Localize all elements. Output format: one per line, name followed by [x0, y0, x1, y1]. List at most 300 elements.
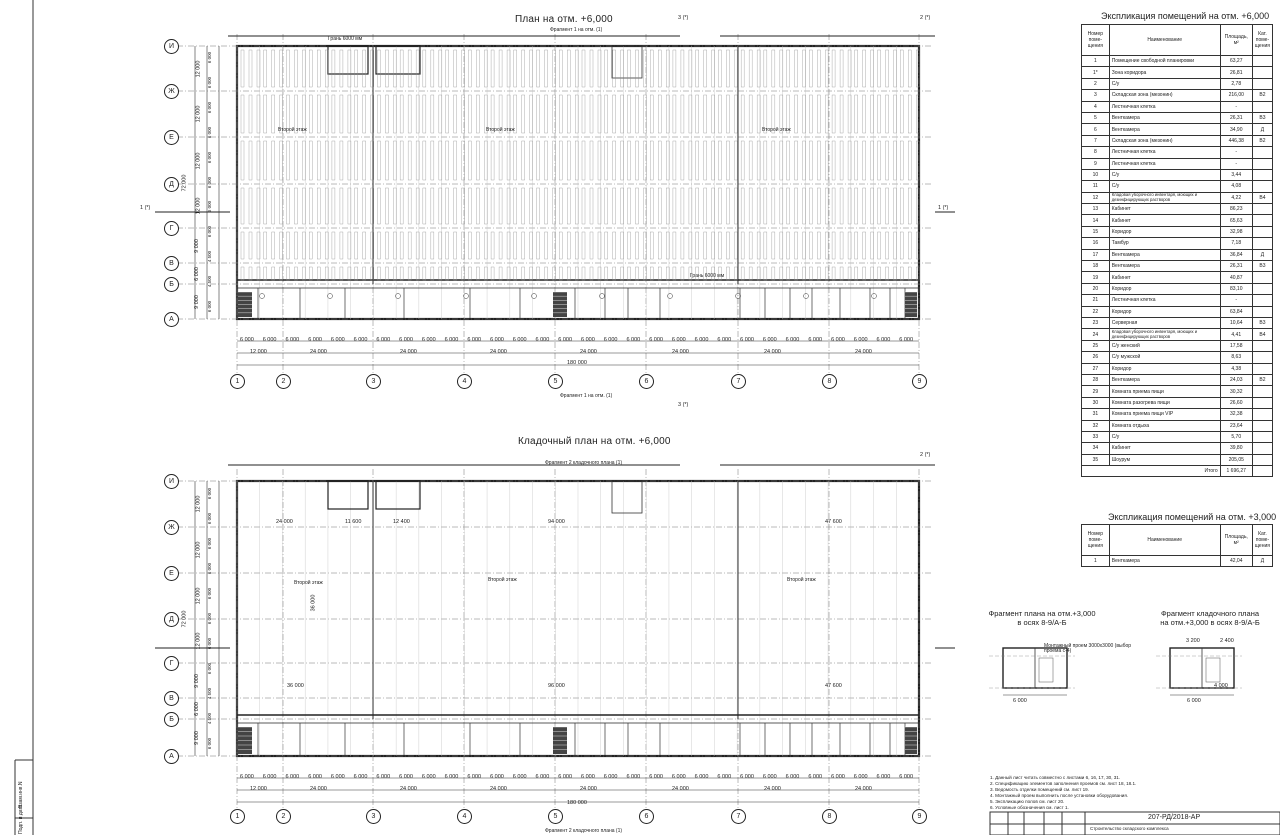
frag-2-title-line-1: Фрагмент кладочного плана [1160, 609, 1260, 618]
expl-6-cell-area: 26,81 [1220, 67, 1252, 78]
expl-6-cell-cat [1252, 409, 1272, 420]
plan-2-total-dim: 180 000 [567, 800, 587, 806]
expl-6-cell-cat [1252, 67, 1272, 78]
expl-6-cell-num: 8 [1082, 147, 1110, 158]
column-fine-dim: 6 000 [808, 774, 823, 780]
column-fine-dim: 6 000 [785, 774, 800, 780]
note-3: 3. Ведомость отделки помещений см. лист 19. [990, 787, 1089, 792]
expl-6-cell-name: Тамбур [1109, 238, 1220, 249]
expl-6-cell-num: 9 [1082, 158, 1110, 169]
expl-6-cell-name: Помещение свободной планировки [1109, 56, 1220, 67]
expl-6-cell-num: 32 [1082, 420, 1110, 431]
expl-6-cell-name: С/у женский [1109, 340, 1220, 351]
expl-6-cell-area: 446,38 [1220, 135, 1252, 146]
expl-6-table [1081, 24, 1273, 477]
column-axis-marker: 6 [639, 809, 654, 824]
plan-1-room-label-a: Второй этаж [278, 127, 307, 133]
expl-6-row [1082, 409, 1273, 420]
row-axis-marker: В [164, 691, 179, 706]
expl-6-cell-name: С/у мужской [1109, 352, 1220, 363]
expl-6-row [1082, 261, 1273, 272]
row-dim: 12 000 [195, 495, 202, 513]
row-fine-dim: 4 500 [207, 275, 213, 287]
plan-2-dim-top-2: 12 400 [393, 519, 410, 525]
column-fine-dim: 6 000 [762, 337, 777, 343]
column-fine-dim: 6 000 [558, 337, 573, 343]
expl-6-cell-cat: В3 [1252, 261, 1272, 272]
stamp-code: 207-РД/2018-АР [1148, 814, 1201, 821]
column-fine-dim: 6 000 [467, 774, 482, 780]
column-fine-dim: 6 000 [421, 774, 436, 780]
column-fine-dim: 6 000 [899, 774, 914, 780]
expl-6-cell-num: 3 [1082, 90, 1110, 101]
expl-6-cell-area: 4,08 [1220, 181, 1252, 192]
expl-6-row [1082, 272, 1273, 283]
expl-6-cell-area: 17,58 [1220, 340, 1252, 351]
expl-6-cell-num: 13 [1082, 204, 1110, 215]
expl-6-cell-num: 14 [1082, 215, 1110, 226]
column-axis-marker: 2 [276, 374, 291, 389]
plan-1-caption-top: Фрагмент 1 на отм. (1) [550, 27, 603, 33]
expl-6-cell-name: Лестничная клетка [1109, 295, 1220, 306]
column-fine-dim: 6 000 [330, 337, 345, 343]
row-dim: 6 000 [193, 266, 200, 281]
column-axis-marker: 5 [548, 809, 563, 824]
expl-6-cell-name: Венткамера [1109, 112, 1220, 123]
note-1: 1. Данный лист читать совместно с листами 6, 16, 17, 30, 31. [990, 775, 1121, 780]
expl-6-cell-name: Коридор [1109, 306, 1220, 317]
expl-6-row [1082, 112, 1273, 123]
row-axis-marker: И [164, 474, 179, 489]
column-fine-dim: 6 000 [353, 774, 368, 780]
column-fine-dim: 6 000 [853, 337, 868, 343]
expl-6-cell-cat: Д [1252, 124, 1272, 135]
expl-6-cell-name: Венткамера [1109, 124, 1220, 135]
expl-6-row [1082, 169, 1273, 180]
column-fine-dim: 6 000 [421, 337, 436, 343]
expl-6-header-row [1082, 25, 1273, 56]
expl-6-cell-name: Венткамера [1109, 374, 1220, 385]
expl-6-row [1082, 317, 1273, 328]
expl-6-cell-cat [1252, 204, 1272, 215]
column-fine-dim: 6 000 [444, 774, 459, 780]
expl-6-row [1082, 363, 1273, 374]
column-axis-marker: 1 [230, 374, 245, 389]
expl-6-cell-cat [1252, 295, 1272, 306]
plan-2-dim-mid-1: 96 000 [548, 683, 565, 689]
expl-6-cell-area: 4,38 [1220, 363, 1252, 374]
row-fine-dim: 6 000 [207, 587, 213, 599]
column-mid-dim: 24 000 [855, 786, 872, 792]
column-mid-dim: 24 000 [855, 349, 872, 355]
column-fine-dim: 6 000 [490, 337, 504, 343]
plan-1-graphics [155, 34, 955, 374]
plan-1-room-label-b: Второй этаж [486, 127, 515, 133]
column-axis-marker: 9 [912, 809, 927, 824]
expl-6-cell-cat [1252, 158, 1272, 169]
row-axis-marker: Ж [164, 84, 179, 99]
expl-6-cell-name: Кладовая уборочного инвентаря, моющих и дезинфицирующих растворов [1109, 192, 1220, 203]
row-axis-marker: Г [164, 656, 179, 671]
row-fine-dim: 6 000 [207, 52, 213, 64]
frag-2-dim-b: 2 400 [1220, 638, 1234, 644]
expl-6-cell-name: Кабинет [1109, 443, 1220, 454]
expl-3-table [1081, 524, 1273, 567]
total-height-dim: 72 000 [181, 174, 188, 191]
expl-6-row [1082, 226, 1273, 237]
row-axis-marker: Д [164, 612, 179, 627]
frag-2-dim-c: 4 000 [1214, 683, 1228, 689]
column-fine-dim: 6 000 [808, 337, 823, 343]
row-axis-marker: Е [164, 130, 179, 145]
column-fine-dim: 6 000 [353, 337, 368, 343]
expl-6-cell-num: 1 [1082, 56, 1110, 67]
expl-6-cell-name: Комната приема пищи [1109, 386, 1220, 397]
expl-6-cell-num: 15 [1082, 226, 1110, 237]
row-fine-dim: 6 000 [207, 77, 213, 89]
expl-6-cell-num: 16 [1082, 238, 1110, 249]
total-height-dim: 72 000 [181, 610, 188, 627]
expl-6-cell-area: 26,31 [1220, 112, 1252, 123]
expl-6-cell-num: 27 [1082, 363, 1110, 374]
row-dim: 9 000 [193, 294, 200, 309]
expl-6-cell-num: 17 [1082, 249, 1110, 260]
column-fine-dim: 6 000 [603, 774, 618, 780]
column-mid-dim: 24 000 [764, 786, 781, 792]
expl-6-cell-num: 30 [1082, 397, 1110, 408]
expl-3-cell-area: 42,04 [1220, 556, 1252, 567]
expl-6-cell-area: 63,84 [1220, 306, 1252, 317]
expl-6-cell-area: 39,80 [1220, 443, 1252, 454]
column-fine-dim: 6 000 [626, 337, 641, 343]
expl-6-cell-cat [1252, 306, 1272, 317]
expl-3-row [1082, 556, 1273, 567]
expl-6-cell-area: 4,22 [1220, 192, 1252, 203]
row-fine-dim: 6 000 [207, 300, 213, 312]
expl-6-cell-num: 25 [1082, 340, 1110, 351]
expl-6-row [1082, 192, 1273, 203]
column-fine-dim: 6 000 [467, 337, 482, 343]
expl-6-cell-name: Лестничная клетка [1109, 158, 1220, 169]
expl-6-row [1082, 147, 1273, 158]
row-fine-dim: 6 000 [207, 126, 213, 138]
column-mid-dim: 24 000 [400, 349, 417, 355]
expl-6-row [1082, 454, 1273, 465]
expl-6-cell-name: Кабинет [1109, 272, 1220, 283]
expl-6-cell-num: 19 [1082, 272, 1110, 283]
expl-6-cell-area: 26,60 [1220, 397, 1252, 408]
expl-6-cell-num: 33 [1082, 431, 1110, 442]
row-fine-dim: 4 500 [207, 250, 213, 263]
expl-6-row [1082, 340, 1273, 351]
row-dim: 12 000 [195, 632, 202, 650]
column-axis-marker: 9 [912, 374, 927, 389]
plan-1-vent-label-b: Грань 6000 мм [690, 273, 725, 279]
row-axis-marker: А [164, 749, 179, 764]
column-mid-dim: 12 000 [250, 786, 267, 792]
plan-2-dim-mid-0: 36 000 [287, 683, 304, 689]
column-fine-dim: 6 000 [376, 337, 391, 343]
expl-6-cell-num: 5 [1082, 112, 1110, 123]
section-mark: 1 (*) [938, 205, 949, 211]
row-fine-dim: 6 000 [207, 662, 213, 674]
expl-6-cell-area: 40,87 [1220, 272, 1252, 283]
expl-6-cell-area: - [1220, 158, 1252, 169]
column-fine-dim: 6 000 [626, 774, 641, 780]
section-mark: 3 (*) [678, 402, 689, 408]
expl-6-cell-name: Комната разогрева пищи [1109, 397, 1220, 408]
plan-2-dim-top-0: 24 000 [276, 519, 293, 525]
plan-1-room-label-c: Второй этаж [762, 127, 791, 133]
column-fine-dim: 6 000 [649, 337, 663, 343]
column-fine-dim: 6 000 [853, 774, 868, 780]
expl-6-cell-name: Комната приема пищи VIP [1109, 409, 1220, 420]
column-fine-dim: 6 000 [399, 774, 413, 780]
expl-6-cell-num: 21 [1082, 295, 1110, 306]
column-fine-dim: 6 000 [717, 774, 732, 780]
expl-3-header-row [1082, 525, 1273, 556]
expl-6-cell-name: Венткамера [1109, 249, 1220, 260]
expl-6-row [1082, 78, 1273, 89]
row-fine-dim: 6 000 [207, 225, 213, 238]
side-label-replace: Взам.инв.N [18, 781, 24, 808]
row-fine-dim: 6 000 [207, 537, 213, 549]
expl-3-h-name: Наименование [1109, 525, 1220, 556]
expl-3-h-area: Площадь, м² [1220, 525, 1252, 556]
expl-6-cell-area: 2,78 [1220, 78, 1252, 89]
expl-6-cell-num: 34 [1082, 443, 1110, 454]
column-axis-marker: 6 [639, 374, 654, 389]
plan-2-room-label-a: Второй этаж [294, 580, 323, 586]
row-fine-dim: 6 000 [207, 512, 213, 524]
row-axis-marker: И [164, 39, 179, 54]
expl-6-cell-name: Лестничная клетка [1109, 147, 1220, 158]
expl-6-cell-name: Коридор [1109, 283, 1220, 294]
row-axis-marker: Д [164, 177, 179, 192]
expl-6-cell-area: 216,00 [1220, 90, 1252, 101]
expl-6-cell-area: 24,03 [1220, 374, 1252, 385]
expl-6-cell-num: 31 [1082, 409, 1110, 420]
expl-6-total-value: 1 696,27 [1220, 466, 1252, 477]
expl-6-cell-area: 3,44 [1220, 169, 1252, 180]
fragments-graphics [989, 648, 1242, 695]
note-4: 4. Монтажный проем выполнить после установки оборудования. [990, 793, 1129, 798]
section-mark: 2 (*) [920, 452, 931, 458]
expl-6-cell-name: С/у [1109, 431, 1220, 442]
expl-6-row [1082, 67, 1273, 78]
expl-6-row [1082, 56, 1273, 67]
column-mid-dim: 24 000 [490, 786, 507, 792]
column-mid-dim: 24 000 [490, 349, 507, 355]
expl-6-total-row [1082, 466, 1273, 477]
column-fine-dim: 6 000 [603, 337, 618, 343]
expl-6-cell-cat: В4 [1252, 329, 1272, 340]
expl-6-cell-name: Шоурум [1109, 454, 1220, 465]
row-fine-dim: 6 000 [207, 151, 213, 163]
column-fine-dim: 6 000 [490, 774, 504, 780]
expl-6-row [1082, 90, 1273, 101]
section-mark: 3 (*) [678, 15, 689, 21]
column-axis-marker: 7 [731, 809, 746, 824]
expl-6-cell-area: 30,32 [1220, 386, 1252, 397]
expl-6-cell-cat [1252, 56, 1272, 67]
expl-6-total-label: Итого [1082, 466, 1221, 477]
row-fine-dim: 6 000 [207, 201, 213, 213]
row-dim: 12 000 [195, 587, 202, 605]
expl-6-cell-num: 11 [1082, 181, 1110, 192]
expl-6-cell-name: Комната отдыха [1109, 420, 1220, 431]
expl-6-cell-num: 23 [1082, 317, 1110, 328]
frag-1-title-line-1: Фрагмент плана на отм.+3,000 [988, 609, 1096, 618]
column-fine-dim: 6 000 [262, 337, 277, 343]
row-dim: 12 000 [195, 60, 202, 77]
row-fine-dim: 6 000 [207, 176, 213, 188]
plan-2-vert-dim: 36 000 [310, 594, 317, 612]
column-fine-dim: 6 000 [581, 774, 595, 780]
expl-6-cell-cat [1252, 226, 1272, 237]
expl-6-cell-name: Кабинет [1109, 204, 1220, 215]
plan-2-caption-top: Фрагмент 2 кладочного плана (1) [545, 460, 623, 466]
column-fine-dim: 6 000 [694, 337, 709, 343]
column-fine-dim: 6 000 [740, 774, 754, 780]
frag-2-title [1152, 609, 1268, 627]
column-fine-dim: 6 000 [876, 774, 891, 780]
column-fine-dim: 6 000 [512, 337, 527, 343]
column-fine-dim: 6 000 [308, 337, 322, 343]
expl-6-row [1082, 181, 1273, 192]
expl-6-cell-area: 63,27 [1220, 56, 1252, 67]
expl-6-cell-area: 4,41 [1220, 329, 1252, 340]
plan-2-title: Кладочный план на отм. +6,000 [518, 436, 671, 447]
column-fine-dim: 6 000 [308, 774, 322, 780]
column-axis-marker: 7 [731, 374, 746, 389]
note-5: 5. Экспликацию полов см. лист 20. [990, 799, 1065, 804]
row-fine-dim: 4 500 [207, 712, 213, 724]
expl-6-row [1082, 204, 1273, 215]
column-fine-dim: 6 000 [717, 337, 732, 343]
column-axis-marker: 5 [548, 374, 563, 389]
expl-6-cell-num: 26 [1082, 352, 1110, 363]
expl-6-h-area: Площадь, м² [1220, 25, 1252, 56]
expl-6-row [1082, 306, 1273, 317]
row-dim: 12 000 [195, 152, 202, 169]
row-dim: 9 000 [193, 238, 200, 253]
expl-6-cell-cat [1252, 238, 1272, 249]
expl-6-cell-num: 24 [1082, 329, 1110, 340]
row-axis-marker: А [164, 312, 179, 327]
expl-6-cell-cat [1252, 420, 1272, 431]
expl-6-row [1082, 158, 1273, 169]
expl-6-cell-cat [1252, 181, 1272, 192]
plan-1-vent-label-a: Грань 6000 мм [328, 36, 363, 42]
expl-3-cell-num: 1 [1082, 556, 1110, 567]
expl-6-cell-name: Зона коридора [1109, 67, 1220, 78]
column-fine-dim: 6 000 [649, 774, 663, 780]
column-axis-marker: 3 [366, 809, 381, 824]
expl-6-cell-num: 7 [1082, 135, 1110, 146]
expl-6-h-cat: Кат. поме-щения [1252, 25, 1272, 56]
expl-6-row [1082, 386, 1273, 397]
expl-6-cell-cat [1252, 272, 1272, 283]
expl-6-cell-area: 34,90 [1220, 124, 1252, 135]
expl-6-cell-cat [1252, 386, 1272, 397]
column-mid-dim: 24 000 [672, 349, 689, 355]
expl-6-cell-cat: Д [1252, 249, 1272, 260]
row-fine-dim: 6 000 [207, 101, 213, 114]
expl-6-row [1082, 124, 1273, 135]
expl-6-cell-num: 2 [1082, 78, 1110, 89]
expl-6-row [1082, 443, 1273, 454]
frag-1-dim: 6 000 [1013, 698, 1027, 704]
column-fine-dim: 6 000 [581, 337, 595, 343]
general-notes [990, 775, 1220, 811]
expl-6-cell-area: - [1220, 295, 1252, 306]
column-fine-dim: 6 000 [285, 337, 300, 343]
plan-2-dim-top-1: 11 600 [345, 519, 362, 525]
expl-6-cell-area: - [1220, 147, 1252, 158]
expl-6-cell-name: Складская зона (мезонин) [1109, 135, 1220, 146]
column-axis-marker: 2 [276, 809, 291, 824]
frag-1-title-line-2: в осях 8-9/А-Б [1017, 618, 1067, 627]
column-fine-dim: 6 000 [535, 774, 550, 780]
expl-6-cell-num: 18 [1082, 261, 1110, 272]
expl-6-cell-num: 35 [1082, 454, 1110, 465]
frag-1-note: Монтажный проем 3000х3000 (выбор проема с-4) [1044, 643, 1132, 654]
column-fine-dim: 6 000 [376, 774, 391, 780]
expl-6-title: Экспликация помещений на отм. +6,000 [1101, 11, 1270, 21]
expl-3-cell-cat: Д [1252, 556, 1272, 567]
expl-6-row [1082, 249, 1273, 260]
expl-6-cell-num: 6 [1082, 124, 1110, 135]
column-axis-marker: 8 [822, 374, 837, 389]
plan-1-caption-bottom: Фрагмент 1 на отм. (1) [560, 393, 613, 399]
row-axis-marker: В [164, 256, 179, 271]
expl-6-cell-num: 29 [1082, 386, 1110, 397]
expl-6-cell-cat [1252, 147, 1272, 158]
expl-6-row [1082, 295, 1273, 306]
column-fine-dim: 6 000 [785, 337, 800, 343]
column-fine-dim: 6 000 [671, 337, 686, 343]
expl-6-row [1082, 238, 1273, 249]
row-axis-marker: Б [164, 277, 179, 292]
expl-6-cell-area: - [1220, 101, 1252, 112]
expl-6-cell-name: Венткамера [1109, 261, 1220, 272]
column-mid-dim: 24 000 [580, 349, 597, 355]
expl-6-cell-cat [1252, 169, 1272, 180]
expl-6-row [1082, 283, 1273, 294]
expl-6-cell-cat: В2 [1252, 374, 1272, 385]
column-fine-dim: 6 000 [399, 337, 413, 343]
expl-6-cell-name: Складская зона (мезонин) [1109, 90, 1220, 101]
column-fine-dim: 6 000 [762, 774, 777, 780]
expl-6-h-num: Номер поме-щения [1082, 25, 1110, 56]
expl-6-cell-area: 7,18 [1220, 238, 1252, 249]
row-axis-marker: Б [164, 712, 179, 727]
column-fine-dim: 6 000 [285, 774, 300, 780]
expl-6-cell-cat: В2 [1252, 90, 1272, 101]
expl-6-cell-cat: В4 [1252, 192, 1272, 203]
expl-6-cell-num: 20 [1082, 283, 1110, 294]
plan-1-title: План на отм. +6,000 [515, 14, 613, 25]
expl-6-row [1082, 101, 1273, 112]
column-mid-dim: 24 000 [764, 349, 781, 355]
expl-6-cell-area: 32,98 [1220, 226, 1252, 237]
expl-6-cell-name: С/у [1109, 78, 1220, 89]
expl-6-cell-cat [1252, 215, 1272, 226]
plan-2-room-label-b: Второй этаж [488, 577, 517, 583]
expl-6-cell-area: 8,63 [1220, 352, 1252, 363]
expl-6-row [1082, 352, 1273, 363]
